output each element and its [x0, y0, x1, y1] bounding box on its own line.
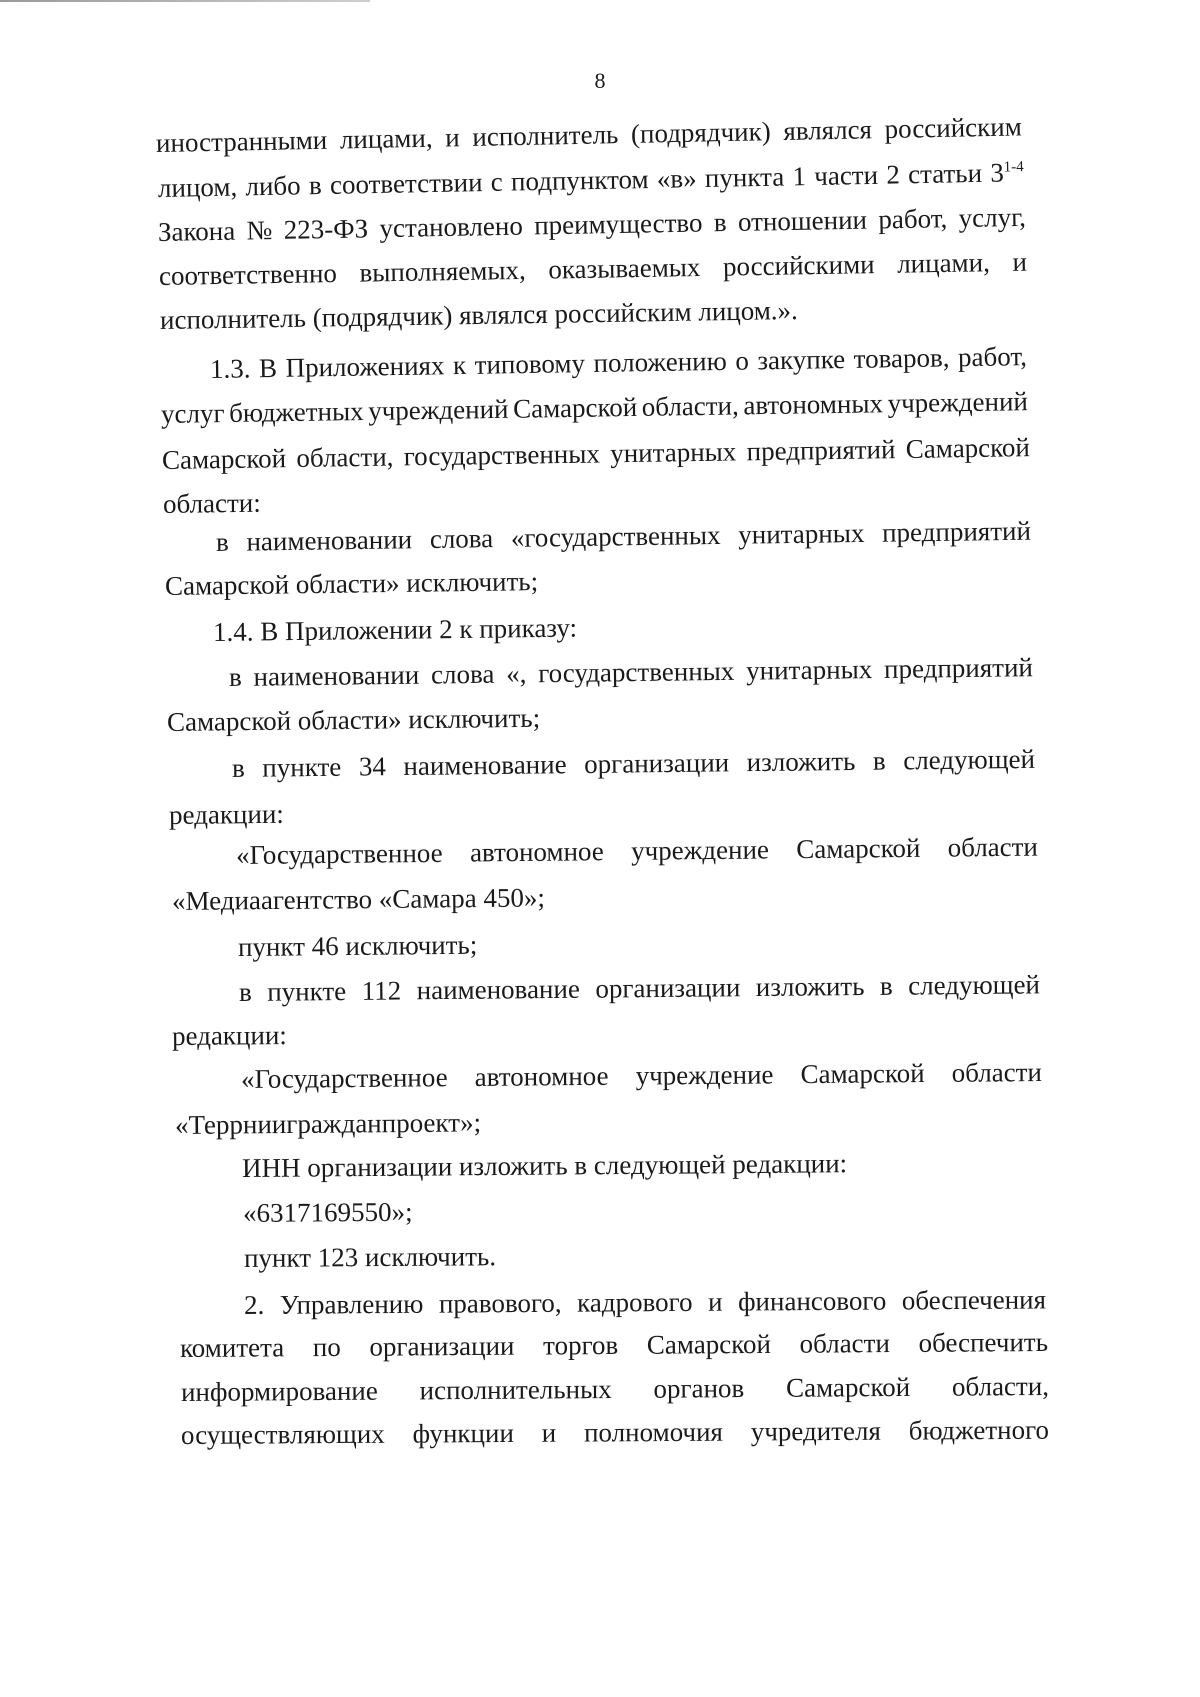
word: наименование [416, 973, 581, 1006]
text-line [181, 1414, 1049, 1451]
word: Самарской [161, 443, 287, 475]
word: предприятий [883, 652, 1034, 684]
word: пункте [267, 975, 347, 1007]
word: пункта [704, 161, 785, 193]
word: области, [951, 1370, 1050, 1402]
word: и [707, 1286, 723, 1317]
text-line [210, 340, 1027, 385]
word: к [452, 349, 467, 381]
word: и [1012, 246, 1028, 277]
text-line [161, 385, 1028, 430]
word: Самарской [646, 1328, 772, 1360]
word: положению [593, 345, 727, 378]
word: соответствии [329, 167, 483, 200]
word: Самарской [800, 1058, 925, 1090]
word: учреждение [635, 1059, 774, 1091]
text-line [180, 1326, 1048, 1364]
word: унитарных [609, 436, 737, 469]
word: лицами, [896, 247, 991, 279]
word: в [308, 170, 322, 201]
word: организации [369, 1330, 515, 1362]
text-line: пункт 46 исключить; [237, 929, 478, 962]
text-line: редакции: [171, 1019, 287, 1051]
word: товаров, [853, 342, 950, 374]
text-line [158, 201, 1026, 248]
word: обеспечения [901, 1284, 1047, 1316]
word: 1.3. [209, 353, 251, 384]
word: учреждение [630, 834, 770, 866]
word: автономных [743, 388, 884, 421]
word: Самарской [905, 432, 1031, 464]
word: изложить [746, 745, 856, 778]
word: оказываемых [548, 252, 701, 285]
word: области [947, 831, 1039, 863]
word: услуг [160, 398, 225, 429]
word: типовому [474, 348, 586, 380]
word: области [799, 1328, 890, 1359]
word: «Государственное [235, 837, 443, 870]
text-line [239, 968, 1040, 1008]
text-line [156, 110, 1022, 159]
word: торгов [542, 1329, 619, 1361]
word: Закона [157, 215, 236, 247]
word: информирование [180, 1375, 378, 1407]
text-line: пункт 123 исключить. [243, 1241, 497, 1273]
word: части [813, 159, 879, 191]
word: исполнительных [419, 1373, 612, 1406]
word: № [246, 215, 273, 246]
word: в [231, 752, 245, 783]
word: учреждений [367, 393, 509, 426]
word: функции [412, 1417, 514, 1449]
word: учредителя [750, 1415, 881, 1447]
word: государственных [403, 438, 601, 472]
word: «, [505, 658, 527, 689]
text-line: Самарской области» исключить; [166, 702, 541, 737]
word: Самарской [796, 832, 921, 865]
word: в [215, 526, 229, 557]
text-line [232, 743, 1035, 784]
word: (подрядчик) [630, 116, 771, 149]
word: автономное [469, 836, 604, 868]
word: наименовании [253, 659, 420, 692]
text-line: «Террниигражданпроект»; [174, 1107, 482, 1140]
text-line [229, 651, 1033, 693]
word: обеспечить [918, 1326, 1049, 1358]
word: 2 [886, 159, 901, 190]
word: российским [884, 111, 1023, 145]
word: правового, [438, 1287, 562, 1319]
word: слова [430, 658, 495, 690]
word: Управлению [279, 1288, 424, 1320]
word: осуществляющих [180, 1418, 385, 1450]
word: российскими [722, 249, 875, 282]
word: исполнитель [472, 119, 619, 152]
word: являлся [783, 114, 873, 146]
text-line [181, 1370, 1049, 1408]
word: области [951, 1057, 1043, 1088]
word: подпунктом [510, 164, 649, 197]
word: лицами, [339, 122, 433, 155]
word: государственных [538, 655, 735, 689]
text-line [216, 515, 1031, 558]
word: преимущество [533, 207, 703, 241]
word: изложить [755, 970, 865, 1003]
word: выполняемых, [359, 254, 526, 288]
word: пункте [262, 751, 342, 783]
statute-article-number: 3 [990, 157, 1005, 188]
word: по [312, 1331, 341, 1363]
word: «в» [656, 163, 697, 194]
word: бюджетных [228, 395, 364, 428]
word: 34 [358, 751, 387, 782]
word: наименование [403, 749, 567, 782]
word: следующей [903, 743, 1036, 776]
word: предприятий [881, 515, 1032, 548]
word: полномочия [583, 1416, 723, 1448]
word: 2. [243, 1289, 265, 1320]
text-line: исполнитель (подрядчик) являлся российским лицом.». [159, 294, 799, 335]
text-line [159, 246, 1027, 292]
text-line: ИНН организации изложить в следующей редакции: [241, 1148, 848, 1183]
word: закупке [757, 344, 846, 376]
word: унитарных [738, 517, 865, 550]
text-line: Самарской области» исключить; [164, 566, 539, 601]
word: организации [583, 747, 730, 780]
statute-article-reference [990, 156, 1024, 189]
word: в [713, 207, 727, 238]
word: 1 [792, 161, 807, 192]
word: с [490, 166, 504, 197]
word: 223-ФЗ [283, 213, 369, 245]
word: либо [245, 170, 301, 202]
text-line: «Медиаагентство «Самара 450»; [171, 882, 546, 916]
word: унитарных [745, 654, 873, 686]
word: в [228, 661, 242, 692]
word: бюджетного [908, 1414, 1050, 1446]
word: автономное [474, 1060, 609, 1092]
word: соответственно [158, 258, 338, 291]
word: работ, [957, 341, 1028, 373]
page-number: 8 [594, 68, 606, 93]
word: «государственных [510, 519, 721, 553]
word: кадрового [577, 1286, 693, 1318]
word: органов [653, 1373, 745, 1404]
word: слова [429, 523, 494, 555]
text-line [241, 1056, 1042, 1095]
word: Самарской [785, 1371, 911, 1403]
word: услуг, [958, 201, 1027, 234]
word: области, [296, 441, 394, 474]
word: лицом, [157, 171, 238, 203]
scan-edge-mark [0, 0, 370, 2]
text-line: «6317169550»; [242, 1196, 413, 1228]
text-line: редакции: [168, 798, 284, 830]
word: и [444, 122, 460, 153]
word: Приложениях [285, 350, 445, 383]
word: финансового [737, 1285, 887, 1317]
text-line [158, 156, 1024, 204]
word: иностранными [155, 124, 328, 158]
text-line [162, 431, 1030, 476]
word: и [541, 1417, 557, 1448]
word: отношении [737, 204, 868, 237]
word: предприятий [746, 434, 896, 467]
word: установлено [379, 210, 524, 244]
word: о [735, 345, 750, 376]
word: организации [595, 972, 741, 1004]
word: учреждений [887, 386, 1029, 419]
word: 112 [361, 975, 402, 1006]
text-line: 1.4. В Приложении 2 к приказу: [212, 612, 578, 647]
word: в [238, 976, 252, 1007]
word: Самарской [512, 391, 638, 424]
word: «Государственное [240, 1062, 448, 1094]
word: комитета [179, 1332, 285, 1363]
word: работ, [878, 203, 948, 235]
word: области, [641, 390, 739, 422]
text-line [236, 831, 1038, 871]
statute-article-superscript: 1-4 [1003, 159, 1024, 176]
word: статьи [907, 157, 983, 190]
word: в [879, 970, 893, 1001]
word: в [872, 745, 886, 776]
word: следующей [908, 969, 1041, 1001]
word: наименовании [246, 524, 413, 557]
text-line: области: [162, 487, 261, 519]
text-line [244, 1283, 1046, 1321]
word: В [258, 352, 278, 384]
